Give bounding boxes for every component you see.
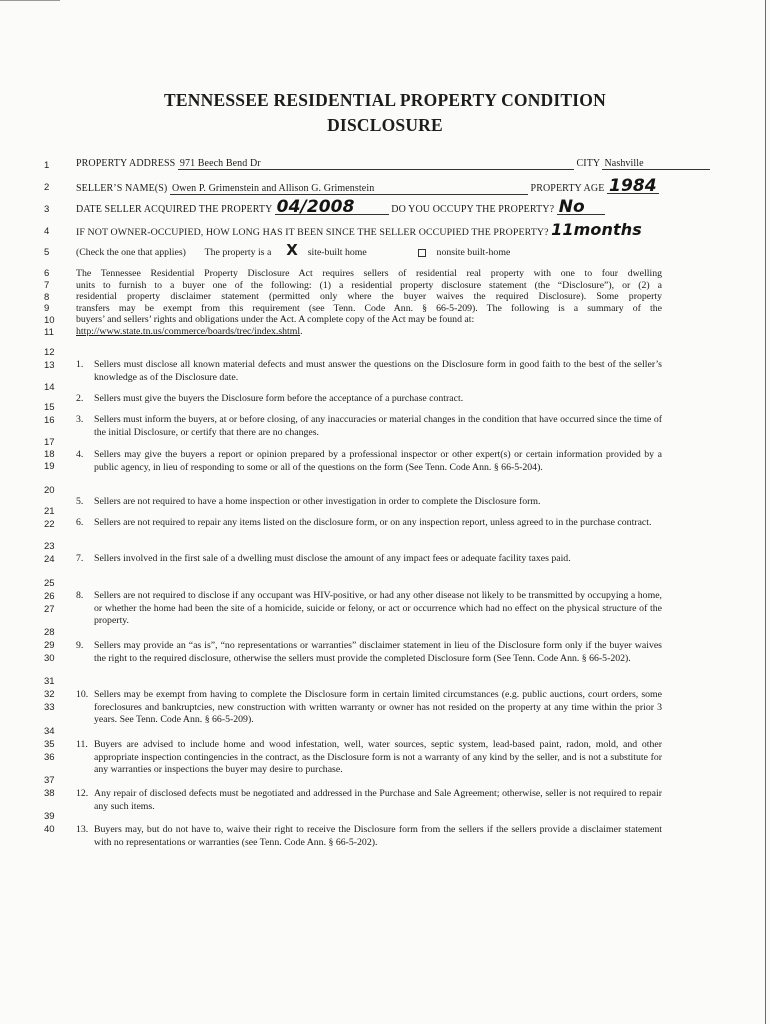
line-number: 16 — [44, 415, 55, 426]
not-owner-field[interactable]: 11months — [551, 220, 642, 239]
line-number: 7 — [44, 280, 50, 291]
document-title — [0, 88, 770, 138]
address-label: PROPERTY ADDRESS — [76, 158, 176, 169]
line-number: 13 — [44, 360, 55, 371]
intro-line: residential property disclaimer statement (permitted only where the buyer waives the required Disclosure). Some property — [76, 291, 662, 303]
acquired-row — [76, 197, 676, 217]
line-number: 12 — [44, 347, 55, 358]
line-number: 26 — [44, 591, 55, 602]
line-number: 37 — [44, 775, 55, 786]
intro-line: units to furnish to a buyer one of the following: (1) a residential property disclosure statement (the “Disclosure”), or (2) a — [76, 279, 662, 291]
line-number: 28 — [44, 627, 55, 638]
nonsite-built-checkbox[interactable] — [418, 249, 426, 257]
intro-url-line: http://www.state.tn.us/commerce/boards/trec/index.shtml. — [76, 325, 303, 337]
line-number: 10 — [44, 315, 55, 326]
intro-line: transfers may be exempt from this requirement (see Tenn. Code Ann. § 66-5-209). The following is a summary of the — [76, 302, 662, 314]
seller-label: SELLER’S NAME(S) — [76, 183, 168, 194]
city-label: CITY — [576, 158, 600, 169]
title-line-1: TENNESSEE RESIDENTIAL PROPERTY CONDITION — [164, 90, 606, 110]
list-item: 1. Sellers must disclose all known material defects and must answer the questions on the Disclosure form in good faith to the best of the seller’s knowledge as of the Disclosure date. — [76, 359, 662, 383]
act-link[interactable]: http://www.state.tn.us/commerce/boards/trec/index.shtml — [76, 325, 301, 337]
line-number: 29 — [44, 640, 55, 651]
list-item: 10. Sellers may be exempt from having to complete the Disclosure form in certain limited circumstances (e.g. public auctions, court orders, some foreclosures and bankruptcies, new construction with written warranty or owner has not resided on the property at any time within the prior 3 years. See Tenn. Code Ann. § 66-5-209). — [76, 689, 662, 726]
line-number: 2 — [44, 182, 50, 193]
property-type-row — [76, 241, 676, 259]
list-item: 2. Sellers must give the buyers the Disclosure form before the acceptance of a purchase contract. — [76, 393, 464, 404]
line-number: 40 — [44, 824, 55, 835]
age-field[interactable]: 1984 — [607, 180, 659, 194]
line-number: 23 — [44, 541, 55, 552]
list-item: 5. Sellers are not required to have a home inspection or other investigation in order to complete the Disclosure form. — [76, 496, 541, 507]
line-number: 36 — [44, 752, 55, 763]
line-number: 35 — [44, 739, 55, 750]
occupy-label: DO YOU OCCUPY THE PROPERTY? — [391, 204, 555, 215]
line-number: 8 — [44, 292, 50, 303]
seller-field[interactable]: Owen P. Grimenstein and Allison G. Grimenstein — [170, 183, 528, 195]
line-number: 14 — [44, 382, 55, 393]
line-number: 6 — [44, 268, 50, 279]
scan-edge-right — [765, 0, 766, 1024]
line-number: 18 — [44, 449, 55, 460]
occupy-field[interactable]: No — [557, 201, 605, 215]
line-number: 22 — [44, 519, 55, 530]
line-number: 3 — [44, 204, 50, 215]
intro-paragraph — [76, 268, 662, 338]
line-number: 5 — [44, 247, 50, 258]
check-instruction: (Check the one that applies) — [76, 247, 186, 258]
line-number: 4 — [44, 226, 50, 237]
scan-edge-top — [0, 0, 60, 1]
age-label: PROPERTY AGE — [530, 183, 605, 194]
line-number: 21 — [44, 506, 55, 517]
nonsite-built-label: nonsite built-home — [436, 247, 511, 258]
line-number: 30 — [44, 653, 55, 664]
list-item: 6. Sellers are not required to repair any items listed on the disclosure form, or on any inspection report, unless agreed to in the purchase contract. — [76, 517, 652, 528]
line-number: 1 — [44, 160, 50, 171]
line-number: 19 — [44, 461, 55, 472]
line-number: 25 — [44, 578, 55, 589]
address-field[interactable]: 971 Beech Bend Dr — [178, 158, 574, 170]
line-number: 27 — [44, 604, 55, 615]
address-row — [76, 158, 676, 170]
list-item: 9. Sellers may provide an “as is”, “no representations or warranties” disclaimer statement in lieu of the Disclosure form only if the buyer waives the right to the required disclosure, otherwise the sellers must provide the completed Disclosure form (See Tenn. Code Ann. § 66-5-202). — [76, 640, 662, 664]
line-number: 15 — [44, 402, 55, 413]
list-item: 13. Buyers may, but do not have to, waive their right to receive the Disclosure form from the sellers if the sellers provide a disclaimer statement with no representations or warranties (see Tenn. Code Ann. § 66-5-202). — [76, 824, 662, 848]
line-number: 17 — [44, 437, 55, 448]
not-owner-label: IF NOT OWNER-OCCUPIED, HOW LONG HAS IT BEEN SINCE THE SELLER OCCUPIED THE PROPERTY? — [76, 227, 549, 238]
line-number: 24 — [44, 554, 55, 565]
line-number: 32 — [44, 689, 55, 700]
line-number: 31 — [44, 676, 55, 687]
city-field[interactable]: Nashville — [602, 158, 710, 170]
line-number: 38 — [44, 788, 55, 799]
property-is-label: The property is a — [204, 247, 272, 258]
site-built-label: site-built home — [307, 247, 367, 258]
list-item: 11. Buyers are advised to include home and wood infestation, well, water sources, septic system, lead-based paint, radon, mold, and other appropriate inspection contingencies in the contract, as the Disclosure form is not a warranty of any kind by the seller, and is not a substitute for any warranties or inspections the buyer may desire to purchase. — [76, 739, 662, 776]
line-number: 20 — [44, 485, 55, 496]
not-owner-row — [76, 220, 676, 239]
line-number: 33 — [44, 702, 55, 713]
line-number: 34 — [44, 726, 55, 737]
line-number: 9 — [44, 303, 50, 314]
intro-line: buyers’ and sellers’ rights and obligations under the Act. A complete copy of the Act may be found at: — [76, 314, 475, 326]
list-item: 3. Sellers must inform the buyers, at or before closing, of any inaccuracies or material changes in the condition that have occurred since the time of the initial Disclosure, or certify that there are no changes. — [76, 414, 662, 438]
list-item: 12. Any repair of disclosed defects must be negotiated and addressed in the Purchase and Sale Agreement; otherwise, seller is not required to repair any such items. — [76, 788, 662, 812]
list-item: 7. Sellers involved in the first sale of a dwelling must disclose the amount of any impact fees or adequate facility taxes paid. — [76, 553, 571, 564]
line-number: 39 — [44, 811, 55, 822]
title-line-2: DISCLOSURE — [327, 115, 443, 135]
acquired-label: DATE SELLER ACQUIRED THE PROPERTY — [76, 204, 273, 215]
site-built-checkbox[interactable]: X — [286, 241, 298, 259]
list-item: 8. Sellers are not required to disclose if any occupant was HIV-positive, or had any other disease not likely to be transmitted by occupying a home, or whether the home had been the site of a homicide, suicide or felony, or act or occurrence which had no effect on the physical structure of the property. — [76, 590, 662, 627]
intro-line: The Tennessee Residential Property Disclosure Act requires sellers of residential real property with one to four dwelling — [76, 268, 662, 279]
seller-row — [76, 176, 676, 196]
acquired-field[interactable]: 04/2008 — [275, 201, 389, 215]
list-item: 4. Sellers may give the buyers a report or opinion prepared by a professional inspector or other expert(s) or certain information provided by a public agency, in lieu of responding to some or all of the questions on the form (See Tenn. Code Ann. § 66-5-204). — [76, 449, 662, 473]
line-number: 11 — [44, 327, 54, 338]
